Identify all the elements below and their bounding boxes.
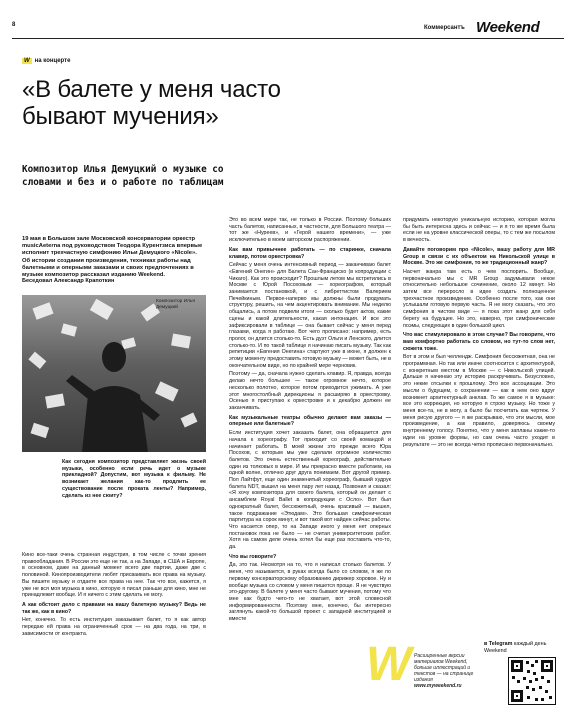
paragraph: Это во всем мире так, не только в России. Поэтому больших часть балетов, написанных, в частности, для Большого театра — тот же «Нуреев», и «Герой нашего времени», — уже исключительно в моем авторском распоряжении. <box>229 217 391 244</box>
paragraph: Если институция хочет заказать балет, она обращается для начала к хореографу. Тот приходит со своей командой и начинает работать. В моей жизни это прежде всего Юра Посохов, с которым мы уже сделали огромное количество балетов. Это очень естественный хореограф, действительно один из толковых в мире. И мы прекрасно вместе работаем, на одной волне, отлично друг друга понимаем. Вот другой пример. Пол Лайтфут, еще один знаменитый хореограф, бывший худрук балета NDT, вышел на меня пару лет назад. Позвонил и сказал: «Я хочу композитора для своего балета, который он делает с ансамблем Royal Ballet в копродукции с Осло». Вот был однократный балет, бессюжетный, очень красивый — вышел, такое подражание «Этюдам». Это большая симфоническая партитура на сорок минут, и вот такой вот найден сейчас работы. Что касается опер, то на Западе иного у меня нет оперных постановок пока не было — не считая университетских работ. Хотя на самом деле очень хотел бы еще раз поставить что-то, да. <box>229 430 391 551</box>
weekend-w-mark: W <box>366 638 412 691</box>
article-headline: «В балете у меня часто бывают мучения» <box>22 76 281 130</box>
promo-block <box>370 641 480 703</box>
article-lead: 19 мая в Большом зале Московской консерватории оркестр musicAeterna под руководством Теодора Курентзиса впервые исполнит трехчастную симфонию Ильи Демуцкого «Nicole». Об истории создания произведения, техниках работы над балетными и оперными заказами и своих предпочтениях в музыке композитор рассказал изданию Weekend. <box>22 236 203 279</box>
kicker-label: на концерте <box>34 58 71 64</box>
paragraph: Нет, конечно. То есть институция заказывает балет, то я как автор передаю ей права на ограниченный срок — на два года, на три, в зависимости от контракта. <box>22 617 206 637</box>
column-2 <box>229 217 391 703</box>
question: Что вас стимулировало в этом случае? Вы говорите, что вам комфортно работать со словом, но тут-то слов нет, сюжета тоже. <box>403 332 555 352</box>
paragraph: Поэтому — да, сначала нужно сделать клавир. Я, правда, всегда делаю нечто большее — такое огромное нечто, которое несколько полотно, которое потом приходится ужимать. А уже этот многостолбный дирекционы я расширяю в оркестровку. Осенью я приступаю к оркестровке и к декабрю должен ее заканчивать. <box>229 371 391 411</box>
article-subhead: Композитор Илья Демуцкий о музыке со словами и без и о работе по таблицам <box>22 164 224 188</box>
question: Что вы говорите? <box>229 553 277 560</box>
qr-code-icon <box>509 658 555 704</box>
header-rule <box>12 38 564 39</box>
column-1a <box>62 456 206 550</box>
column-1b <box>22 552 206 700</box>
paragraph: Вот в этом и был челлендж. Симфония бессюжетная, она не программная. Но так или иначе соотносится с архитектурой, с конкретным местом в Москве — с Никольской улицей. Дальше я начинаю эту историю раскручивать. Безусловно, это некие отсылки к прошлому. Это все ассоциации. Это мысли о будущем, о сохранении — как в нем оно вдруг возникнет архитектурный анклав. То же самое я в музыке: все это коррекция, но которую я строю музыку. Но тоже у меня все-та, не в могу, а было бы посчитать как чертеж. У меня рисую другого — я же раскрываю, что эти мысли, мое произведение, а как правило, доверяюсь своему внутреннему голосу. Понятно, что у меня запланы какие-то идеи на уровне формы, но сам очень часто уходит в результате — это не всегда четко прописано первоначально. <box>403 354 555 448</box>
paragraph: Кино все-таки очень странная индустрия, в том числе с точки зрения правообладания. В России это еще не так, а на Западе, в США и Европе, в основном, даже на данный момент всего две партии, даже две с половиной. Кинопроизводители любят присваивать все права на музыку. Вы пишете музыку и отдаете все права на нее. Так что все, кажется, я уже не вся моя музыка в кино, которую я писал раньше для кино, мне не принадлежит вообще. И я ничего с этим сделать не могу. <box>22 552 206 599</box>
question: Как музыкальные театры обычно делают вам заказы — оперные или балетные? <box>229 414 391 428</box>
promo-text: Расширенные версии материалов Weekend, больше иллюстраций и текстов — на странице издания <box>414 653 474 683</box>
photo-illustration <box>22 295 206 452</box>
question: Давайте поговорим про «Nicole», вашу работу для MR Group в связи с их объектом на Никольской улице в Москве. Это же симфония, то же традиционный жанр? <box>403 246 555 267</box>
publication-name: Коммерсантъ <box>424 25 465 31</box>
byline: Беседовал Александр Крапоткин <box>22 278 115 284</box>
photo-caption: Композитор Илья Демуцкий <box>156 299 196 310</box>
page-number: 8 <box>12 22 16 28</box>
question: А как обстоит дело с правами на вашу балетную музыку? Ведь не так же, как в кино? <box>22 601 206 615</box>
paragraph: Насчет жанра там есть о чем поспорить. Вообще, первоначально мы с MR Group задумывали некое относительно небольшое сочинение, около 12 минут. Но затем все переросло в идее создать полноценное трехчастное произведение. Особенно после того, как они услышали готовую первую часть. Я не могу сказать, что это симфония в чистом виде — я пока этот жанр для себя берегу на будущее. Но это, наверно, три симфонические поэмы, следующих в один большой цикл. <box>403 268 555 329</box>
weekend-logo: Weekend <box>476 19 540 36</box>
paragraph: Сейчас у меня очень интенсивный период — заканчиваю балет «Евгений Онегин» для Балета Сан-Франциско (в копродукции с Чикаго). Как это происходит? Прошлым летом мы встретились в Москве с Юрой Посоховым — хореографом, который занимается постановкой, и с либреттистом Валерием Печейкиным. Первое-наперво мы должны были продумать структуру, решить, на чем акцентировать внимание. Мы неделю общались, а потом подвели итоги — сколько будет актов, какие сцены и какой длительности, какая интонация. И все это зафиксировали в таблице — она бывает сейчас у меня перед глазами, когда я работаю. Вот чего прописано: например, есть пролог, он длится столько-то. Есть дуэт Ольги и Ленского, длится столько-то. И по такой таблице я начинаю писать музыку. Так как репетиции «Евгения Онегина» стартуют уже в июне, я должен к этому моменту предоставить готовую музыку — может быть, не в окончательном виде, но по крайней мере черновик. <box>229 262 391 369</box>
question: Как вам привычнее работать — по старинке, сначала клавир, потом оркестровка? <box>229 246 391 260</box>
promo-url[interactable]: www.myweekend.ru <box>414 683 462 689</box>
question: Как сегодня композитор представляет жизнь своей музыки, особенно если речь идет о музыке прикладной? Допустим, вот музыка к фильму. Не возникает желания как-то продлить ее существование после проката ленты? Например, сделать из нее сюиту? <box>62 459 206 499</box>
telegram-prefix: в Telegram <box>484 641 513 647</box>
telegram-suffix: каждый день Weekend <box>484 641 547 654</box>
column-3 <box>403 217 555 637</box>
w-badge: W <box>24 58 30 64</box>
section-kicker <box>22 58 70 64</box>
paragraph: Да, это так. Несмотря на то, что я написал столько балетов. У меня, что называется, в руках всегда было со словом, я же по первому консерваторскому образованию дирижер хоровое. Ну и вообще музыка со словом у меня пишется проще. Я не чувствую это-другому. В балете у меня часто бывают мучения, потому что мне как будто чего-то не хватает, вот этой словесной информированности. Поэтому мне, конечно, бы интересно заглянуть какой-то большой проект с западной институцией и вместе <box>229 562 391 623</box>
qr-code[interactable] <box>508 657 556 705</box>
paragraph: придумать некоторую уникальную историю, которая могла бы быть интересна здесь и сейчас — и я то же время была если не на уровне классической оперы, то с тем же посылом в вечность. <box>403 217 555 244</box>
telegram-promo <box>484 641 560 654</box>
composer-photo <box>22 295 206 452</box>
